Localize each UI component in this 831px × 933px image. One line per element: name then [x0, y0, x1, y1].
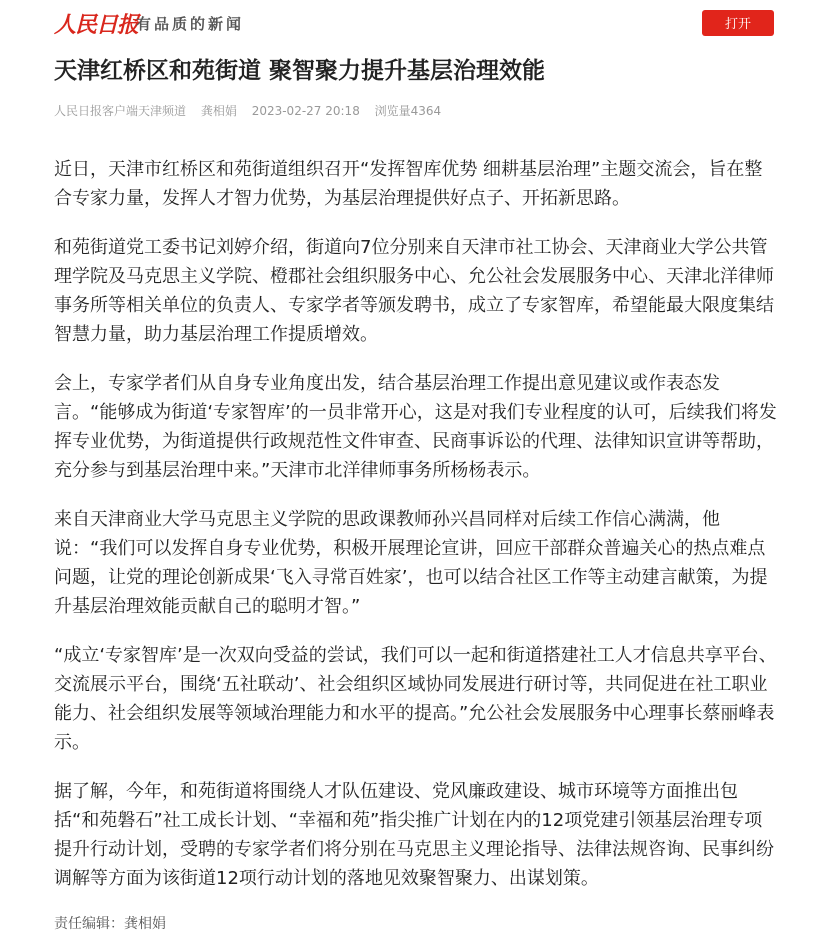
editor-credit: 责任编辑：龚相娟 [54, 916, 166, 932]
publish-time: 2023-02-27 20:18 [251, 104, 360, 118]
paragraph: 来自天津商业大学马克思主义学院的思政课教师孙兴昌同样对后续工作信心满满，他说：“我们可以发挥自身专业优势，积极开展理论宣讲，回应干部群众普遍关心的热点难点问题，让党的理论创新成果‘飞入寻常百姓家’，也可以结合社区工作等主动建言献策，为提升基层治理效能贡献自己的聪明才智。” [54, 509, 768, 617]
paragraph: 近日，天津市红桥区和苑街道组织召开“发挥智库优势 细耕基层治理”主题交流会，旨在整合专家力量，发挥人才智力优势，为基层治理提供好点子、开拓新思路。 [54, 159, 763, 209]
paragraph: 会上，专家学者们从自身专业角度出发，结合基层治理工作提出意见建议或作表态发言。“能够成为街道‘专家智库’的一员非常开心，这是对我们专业程度的认可，后续我们将发挥专业优势，为街道提供行政规范性文件审查、民商事诉讼的代理、法律知识宣讲等帮助，充分参与到基层治理中来。”天津市北洋律师事务所杨杨表示。 [54, 373, 777, 481]
article-title: 天津红桥区和苑街道 聚智聚力提升基层治理效能 [54, 58, 546, 84]
article-body [54, 155, 779, 913]
paragraph: 据了解，今年，和苑街道将围绕人才队伍建设、党风廉政建设、城市环境等方面推出包括“和苑磐石”社工成长计划、“幸福和苑”指尖推广计划在内的12项党建引领基层治理专项提升行动计划，受聘的专家学者们将分别在马克思主义理论指导、法律法规咨询、民事纠纷调解等方面为该街道12项行动计划的落地见效聚智聚力、出谋划策。 [54, 781, 774, 889]
source: 人民日报客户端天津频道 [54, 104, 187, 118]
people-daily-logo: 人民日报 [54, 12, 139, 38]
article-meta [54, 102, 452, 119]
open-app-button[interactable]: 打开 [702, 10, 774, 36]
author: 龚相娟 [200, 104, 237, 118]
paragraph: 和苑街道党工委书记刘婷介绍，街道向7位分别来自天津市社工协会、天津商业大学公共管理学院及马克思主义学院、橙郡社会组织服务中心、允公社会发展服务中心、天津北洋律师事务所等相关单位的负责人、专家学者等颁发聘书，成立了专家智库，希望能最大限度集结智慧力量，助力基层治理工作提质增效。 [54, 237, 774, 345]
slogan: 有品质的新闻 [136, 15, 245, 33]
top-bar [0, 0, 831, 46]
view-count: 浏览量4364 [374, 104, 442, 118]
paragraph: “成立‘专家智库’是一次双向受益的尝试，我们可以一起和街道搭建社工人才信息共享平台、交流展示平台，围绕‘五社联动’、社会组织区域协同发展进行研讨等，共同促进在社工职业能力、社会组织发展等领域治理能力和水平的提高。”允公社会发展服务中心理事长蔡丽峰表示。 [54, 645, 777, 753]
